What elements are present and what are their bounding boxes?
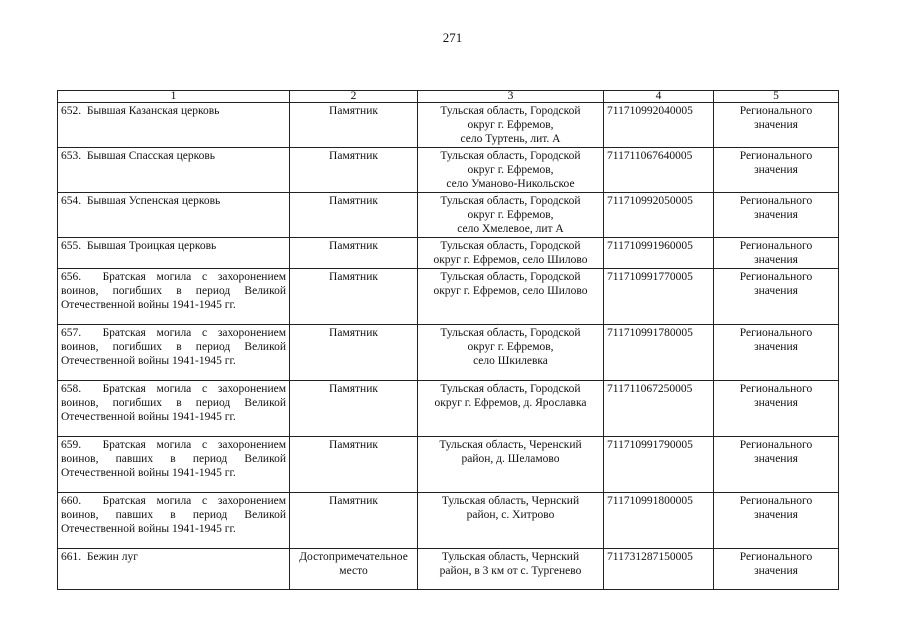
table-header-row <box>58 91 839 103</box>
object-name-cell <box>58 493 290 549</box>
registry-code-cell <box>604 437 714 493</box>
location-line: район, с. Хитрово <box>466 509 555 521</box>
object-type-line: место <box>339 565 368 577</box>
registry-code: 711710991770005 <box>607 271 693 283</box>
object-type: Памятник <box>329 105 378 117</box>
row-number: 653. <box>61 150 82 162</box>
registry-code: 711710991780005 <box>607 327 693 339</box>
registry-code-cell <box>604 549 714 590</box>
object-type-cell <box>290 238 418 269</box>
table-row <box>58 549 839 590</box>
page-number: 271 <box>442 30 463 45</box>
location-cell <box>418 381 604 437</box>
location-line: Тульская область, Городской <box>440 271 581 283</box>
object-type: Памятник <box>329 495 378 507</box>
location-line: Тульская область, Черенский <box>439 439 582 451</box>
object-type: Памятник <box>329 327 378 339</box>
registry-code-cell <box>604 193 714 238</box>
object-type-cell <box>290 549 418 590</box>
object-name-cell <box>58 325 290 381</box>
location-line: село Туртень, лит. А <box>460 133 561 145</box>
object-name: Братская могила с захоронением воинов, погибших в период Великой Отечественной войны 1941-1945 гг. <box>61 271 286 311</box>
location-line: Тульская область, Городской <box>440 195 581 207</box>
object-name: Бывшая Спасская церковь <box>86 150 216 162</box>
table-row <box>58 493 839 549</box>
table-row <box>58 325 839 381</box>
location-cell <box>418 493 604 549</box>
category-cell <box>714 148 839 193</box>
object-type-cell <box>290 103 418 148</box>
category-cell <box>714 238 839 269</box>
location-line: село Хмелевое, лит А <box>457 223 564 235</box>
category-line: значения <box>754 453 798 465</box>
location-cell <box>418 148 604 193</box>
location-cell <box>418 269 604 325</box>
row-number: 652. <box>61 105 82 117</box>
location-cell <box>418 103 604 148</box>
category-line: Регионального <box>739 271 813 283</box>
category-line: значения <box>754 285 798 297</box>
registry-code: 711710991960005 <box>607 240 693 252</box>
table-row <box>58 269 839 325</box>
category-cell <box>714 493 839 549</box>
column-header: 5 <box>714 91 839 103</box>
object-name: Бывшая Успенская церковь <box>86 195 221 207</box>
registry-code-cell <box>604 148 714 193</box>
registry-code: 711710991790005 <box>607 439 693 451</box>
location-line: Тульская область, Городской <box>440 327 581 339</box>
location-line: село Уманово-Никольское <box>446 178 575 190</box>
category-line: Регионального <box>739 383 813 395</box>
object-type-cell <box>290 437 418 493</box>
registry-code-cell <box>604 103 714 148</box>
object-name: Бежин луг <box>86 551 138 563</box>
object-name: Братская могила с захоронением воинов, павших в период Великой Отечественной войны 1941-1945 гг. <box>61 495 286 535</box>
category-cell <box>714 103 839 148</box>
registry-code: 711711067250005 <box>607 383 693 395</box>
registry-code: 711711067640005 <box>607 150 693 162</box>
category-line: значения <box>754 164 798 176</box>
category-line: значения <box>754 565 798 577</box>
table-row <box>58 238 839 269</box>
category-cell <box>714 549 839 590</box>
location-line: округ г. Ефремов, <box>467 209 554 221</box>
location-line: район, д. Шеламово <box>461 453 560 465</box>
location-line: округ г. Ефремов, <box>467 164 554 176</box>
location-cell <box>418 549 604 590</box>
registry-code-cell <box>604 325 714 381</box>
location-line: Тульская область, Чернский <box>441 495 580 507</box>
location-line: Тульская область, Городской <box>440 383 581 395</box>
location-line: округ г. Ефремов, д. Ярославка <box>434 397 587 409</box>
object-name: Братская могила с захоронением воинов, погибших в период Великой Отечественной войны 1941-1945 гг. <box>61 327 286 367</box>
registry-code-cell <box>604 493 714 549</box>
object-type-cell <box>290 269 418 325</box>
row-number: 659. <box>61 439 82 451</box>
location-line: Тульская область, Чернский <box>441 551 580 563</box>
object-type: Памятник <box>329 271 378 283</box>
category-line: значения <box>754 119 798 131</box>
heritage-registry-table <box>57 90 839 590</box>
object-type-cell <box>290 148 418 193</box>
object-type: Памятник <box>329 150 378 162</box>
location-cell <box>418 193 604 238</box>
category-line: Регионального <box>739 439 813 451</box>
object-name-cell <box>58 103 290 148</box>
registry-code: 711731287150005 <box>607 551 693 563</box>
object-name-cell <box>58 148 290 193</box>
column-header: 1 <box>58 91 290 103</box>
category-line: Регионального <box>739 240 813 252</box>
location-line: Тульская область, Городской <box>440 240 581 252</box>
object-type-cell <box>290 193 418 238</box>
registry-code: 711710991800005 <box>607 495 693 507</box>
table-row <box>58 193 839 238</box>
table-row <box>58 437 839 493</box>
object-name: Братская могила с захоронением воинов, погибших в период Великой Отечественной войны 1941-1945 гг. <box>61 383 286 423</box>
registry-code-cell <box>604 269 714 325</box>
category-line: Регионального <box>739 551 813 563</box>
location-line: район, в 3 км от с. Тургенево <box>439 565 582 577</box>
location-line: округ г. Ефремов, <box>467 341 554 353</box>
category-line: значения <box>754 254 798 266</box>
object-name-cell <box>58 269 290 325</box>
category-cell <box>714 381 839 437</box>
object-name-cell <box>58 549 290 590</box>
category-cell <box>714 193 839 238</box>
category-line: значения <box>754 341 798 353</box>
row-number: 656. <box>61 271 82 283</box>
location-line: Тульская область, Городской <box>440 150 581 162</box>
registry-code-cell <box>604 238 714 269</box>
table-row <box>58 148 839 193</box>
category-cell <box>714 269 839 325</box>
location-line: округ г. Ефремов, село Шилово <box>433 254 588 266</box>
location-line: село Шкилевка <box>473 355 548 367</box>
category-line: Регионального <box>739 495 813 507</box>
row-number: 654. <box>61 195 82 207</box>
object-type: Памятник <box>329 439 378 451</box>
object-type: Памятник <box>329 240 378 252</box>
object-type-cell <box>290 493 418 549</box>
object-name: Братская могила с захоронением воинов, павших в период Великой Отечественной войны 1941-1945 гг. <box>61 439 286 479</box>
category-cell <box>714 437 839 493</box>
column-header: 3 <box>418 91 604 103</box>
location-cell <box>418 437 604 493</box>
location-line: округ г. Ефремов, село Шилово <box>433 285 588 297</box>
category-line: значения <box>754 397 798 409</box>
category-line: Регионального <box>739 150 813 162</box>
object-type-cell <box>290 381 418 437</box>
column-header: 4 <box>604 91 714 103</box>
category-cell <box>714 325 839 381</box>
table-row <box>58 381 839 437</box>
row-number: 661. <box>61 551 82 563</box>
category-line: Регионального <box>739 105 813 117</box>
category-line: Регионального <box>739 195 813 207</box>
row-number: 655. <box>61 240 82 252</box>
row-number: 657. <box>61 327 82 339</box>
location-cell <box>418 325 604 381</box>
location-line: округ г. Ефремов, <box>467 119 554 131</box>
object-type: Памятник <box>329 195 378 207</box>
category-line: значения <box>754 209 798 221</box>
object-name-cell <box>58 381 290 437</box>
location-cell <box>418 238 604 269</box>
object-name: Бывшая Казанская церковь <box>86 105 220 117</box>
location-line: Тульская область, Городской <box>440 105 581 117</box>
object-name-cell <box>58 238 290 269</box>
row-number: 660. <box>61 495 82 507</box>
registry-code: 711710992050005 <box>607 195 693 207</box>
category-line: значения <box>754 509 798 521</box>
table-row <box>58 103 839 148</box>
registry-code-cell <box>604 381 714 437</box>
row-number: 658. <box>61 383 82 395</box>
object-type-line: Достопримечательное <box>299 551 408 563</box>
category-line: Регионального <box>739 327 813 339</box>
registry-code: 711710992040005 <box>607 105 693 117</box>
column-header: 2 <box>290 91 418 103</box>
object-name-cell <box>58 193 290 238</box>
object-name-cell <box>58 437 290 493</box>
object-name: Бывшая Троицкая церковь <box>86 240 217 252</box>
object-type-cell <box>290 325 418 381</box>
object-type: Памятник <box>329 383 378 395</box>
